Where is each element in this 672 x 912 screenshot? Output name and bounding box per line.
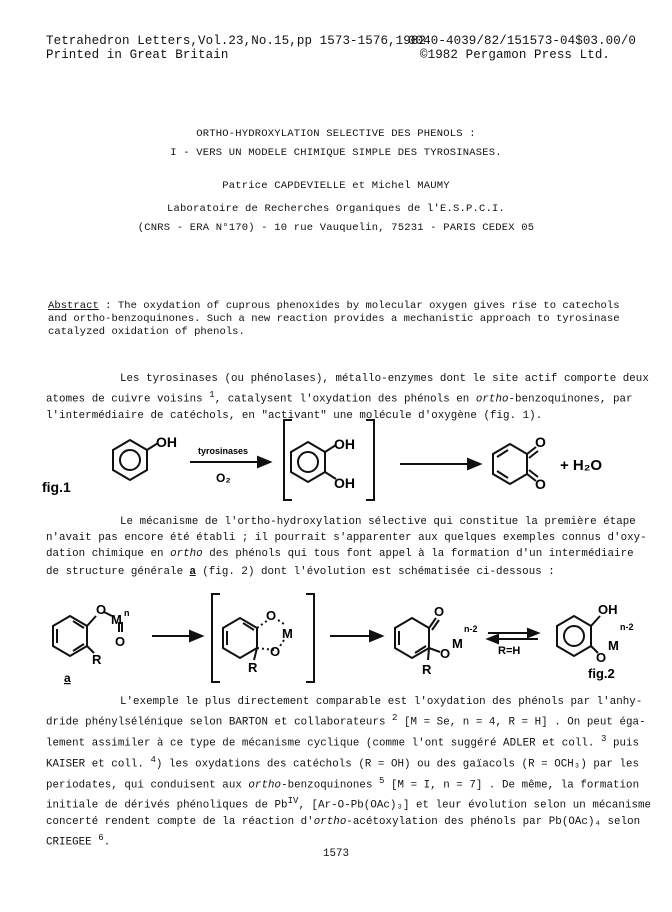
oxygen-label: O — [596, 650, 607, 665]
oh-label: OH — [598, 602, 618, 617]
bracket-left — [212, 594, 220, 682]
superscript-n-2: n-2 — [620, 622, 634, 632]
figure-1 — [40, 418, 640, 506]
arrow-head — [488, 635, 498, 643]
arrow-head — [258, 457, 270, 467]
ring-dienone — [395, 618, 429, 658]
para3-text: ) les oxydations des catéchols (R = OH) ou des gaïacols (R = OCH₃) par les — [155, 758, 640, 771]
para3-line-2 — [46, 710, 661, 731]
abstract — [48, 300, 648, 339]
structure-a-label: a — [64, 671, 71, 685]
para3-text: periodates, qui conduisent aux — [46, 779, 249, 792]
para2-line-1: Le mécanisme de l'ortho-hydroxylation sélective qui constitue la première étape — [120, 516, 636, 528]
r-label: R — [422, 662, 432, 677]
abstract-line-2: and ortho-benzoquinones. Such a new reaction provides a mechanistic approach to tyrosinase — [48, 313, 620, 325]
printed-note: Printed in Great Britain — [46, 48, 229, 62]
oh-label: OH — [334, 436, 355, 452]
ref-3: 3 — [600, 734, 607, 744]
abstract-line-1: : The oxydation of cuprous phenoxides by molecular oxygen gives rise to catechols — [98, 300, 620, 312]
superscript-n-2: n-2 — [464, 624, 478, 634]
para3-text: concerté rendent compte de la réaction d' — [46, 816, 314, 829]
bracket-right — [306, 594, 314, 682]
page-number: 1573 — [322, 848, 350, 860]
para2-text: des phénols qui tous font appel à la formation d'un intermédiaire — [202, 548, 634, 561]
para3-text: KAISER et coll. — [46, 758, 151, 771]
para1-line-1: Les tyrosinases (ou phénolases), métallo-enzymes dont le site actif comporte deux — [120, 373, 649, 385]
italic-ortho: ortho — [170, 548, 203, 561]
oxygen-label: O — [535, 434, 546, 450]
arrow-head — [190, 631, 202, 641]
article-code: 0040-4039/82/151573-04$03.00/0 — [408, 34, 637, 48]
para3-text: . — [103, 836, 111, 849]
para3-line-3 — [46, 731, 661, 752]
fig2-label: fig.2 — [588, 666, 615, 681]
superscript-n: n — [124, 608, 130, 618]
para1-text: atomes de cuivre voisins — [46, 393, 210, 406]
o2-label: O₂ — [216, 471, 231, 485]
aromatic-circle — [564, 626, 584, 646]
para3-text: lement assimiler à ce type de mécanisme cyclique (comme l'ont suggéré ADLER et coll. — [46, 737, 601, 750]
superscript-iv: IV — [287, 796, 299, 807]
para3-text: initiale de dérivés phénoliques de Pb — [46, 799, 288, 812]
oxygen-label: O — [434, 604, 445, 619]
ring-ts — [223, 618, 257, 658]
reagent-label: R=H — [498, 645, 521, 657]
italic-ortho: ortho — [475, 393, 509, 406]
para1-line-2 — [46, 387, 656, 408]
para1-line-3: l'intermédiaire de catéchols, en "activant" une molécule d'oxygène (fig. 1). — [46, 410, 543, 422]
aromatic-circle — [120, 450, 140, 470]
para1-text: , catalysent l'oxydation des phénols en — [214, 393, 476, 406]
ring-a — [53, 616, 87, 656]
abstract-line-3: catalyzed oxidation of phenols. — [48, 326, 245, 338]
arrow-head — [468, 459, 480, 469]
oxygen-label: O — [266, 608, 277, 623]
journal-citation: Tetrahedron Letters,Vol.23,No.15,pp 1573-1576,1982 — [46, 34, 427, 48]
metal-label: M — [452, 636, 463, 651]
aromatic-circle — [298, 452, 318, 472]
ref-6: 6 — [98, 833, 104, 844]
para3-text: -benzoquinones — [281, 779, 380, 792]
para3-text: CRIEGEE — [46, 836, 99, 849]
para2-text: de structure générale — [46, 565, 190, 578]
catechol-ring — [291, 442, 325, 482]
para1-text: -benzoquinones, par — [508, 393, 633, 406]
para3-text: -acétoxylation des phénols par Pb(OAc)₄ selon — [346, 816, 641, 829]
italic-ortho: ortho — [248, 779, 282, 792]
ref-5: 5 — [379, 775, 385, 786]
ref-4: 4 — [150, 754, 156, 765]
para3-line-7 — [46, 814, 661, 830]
metal-label: M — [282, 626, 293, 641]
para3-text: [M = I, n = 7] . De même, la formation — [384, 779, 640, 792]
water-label: + H₂O — [560, 457, 603, 474]
para3-text: dride phénylsélénique selon BARTON et collaborateurs — [46, 716, 393, 729]
para3-text: puis — [606, 737, 640, 750]
oxygen-label: O — [535, 476, 546, 492]
para3-text: [M = Se, n = 4, R = H] . On peut éga- — [397, 716, 646, 729]
r-label: R — [92, 652, 102, 667]
paragraph-3 — [46, 694, 661, 851]
oxygen-label: O — [96, 602, 107, 617]
para3-text: , [Ar-O-Pb(OAc)₃] et leur évolution selon un mécanisme — [298, 799, 652, 812]
italic-ortho: ortho — [313, 816, 347, 829]
para2-text: dation chimique en — [46, 548, 171, 561]
paragraph-1 — [46, 371, 656, 424]
para2-line-3 — [46, 546, 656, 562]
affiliation-line-1: Laboratoire de Recherches Organiques de l'E.S.P.C.I. — [166, 203, 506, 215]
bond — [87, 616, 96, 626]
arrow-head — [370, 631, 382, 641]
title-line-2: I - VERS UN MODELE CHIMIQUE SIMPLE DES TYROSINASES. — [170, 147, 502, 159]
para3-line-5 — [46, 773, 661, 794]
ring-product — [557, 616, 591, 656]
oxygen-label: O — [115, 634, 126, 649]
bracket-right — [366, 420, 374, 500]
oxygen-label: O — [440, 646, 451, 661]
paragraph-2 — [46, 514, 656, 580]
figure-2 — [40, 590, 640, 690]
ref-2: 2 — [392, 713, 398, 724]
para2-line-2: n'avait pas encore été établi ; il pourrait s'apparenter aux quelques exemples connus d'oxy- — [46, 532, 647, 545]
para2-text: (fig. 2) dont l'évolution est schématisée ci-dessous : — [195, 565, 555, 578]
para3-line-4 — [46, 752, 661, 773]
para2-line-4 — [46, 563, 656, 580]
phenol-ring — [113, 440, 147, 480]
oh-label: OH — [334, 475, 355, 491]
catalyst-label: tyrosinases — [198, 446, 249, 456]
title-line-1: ORTHO-HYDROXYLATION SELECTIVE DES PHENOLS : — [196, 128, 476, 140]
oxygen-label: O — [270, 644, 281, 659]
partial-bond — [278, 620, 284, 624]
abstract-label: Abstract — [48, 300, 99, 312]
bond — [591, 616, 600, 626]
ref-1: 1 — [209, 390, 215, 401]
structure-a-label: a — [189, 564, 196, 577]
para3-line-6 — [46, 793, 661, 814]
arrow-head — [528, 629, 538, 637]
bond — [428, 648, 429, 660]
metal-label: M — [608, 638, 619, 653]
para3-line-1: L'exemple le plus directement comparable est l'oxydation des phénols par l'anhy- — [120, 696, 643, 708]
r-label: R — [248, 660, 258, 675]
affiliation-line-2: (CNRS - ERA N°170) - 10 rue Vauquelin, 75231 - PARIS CEDEX 05 — [137, 222, 535, 234]
oh-label: OH — [156, 434, 177, 450]
metal-label: M — [111, 612, 122, 627]
bond — [429, 648, 440, 652]
quinone-ring — [493, 444, 527, 484]
fig1-label: fig.1 — [42, 479, 71, 495]
copyright: ©1982 Pergamon Press Ltd. — [420, 48, 611, 62]
authors: Patrice CAPDEVIELLE et Michel MAUMY — [222, 180, 450, 192]
